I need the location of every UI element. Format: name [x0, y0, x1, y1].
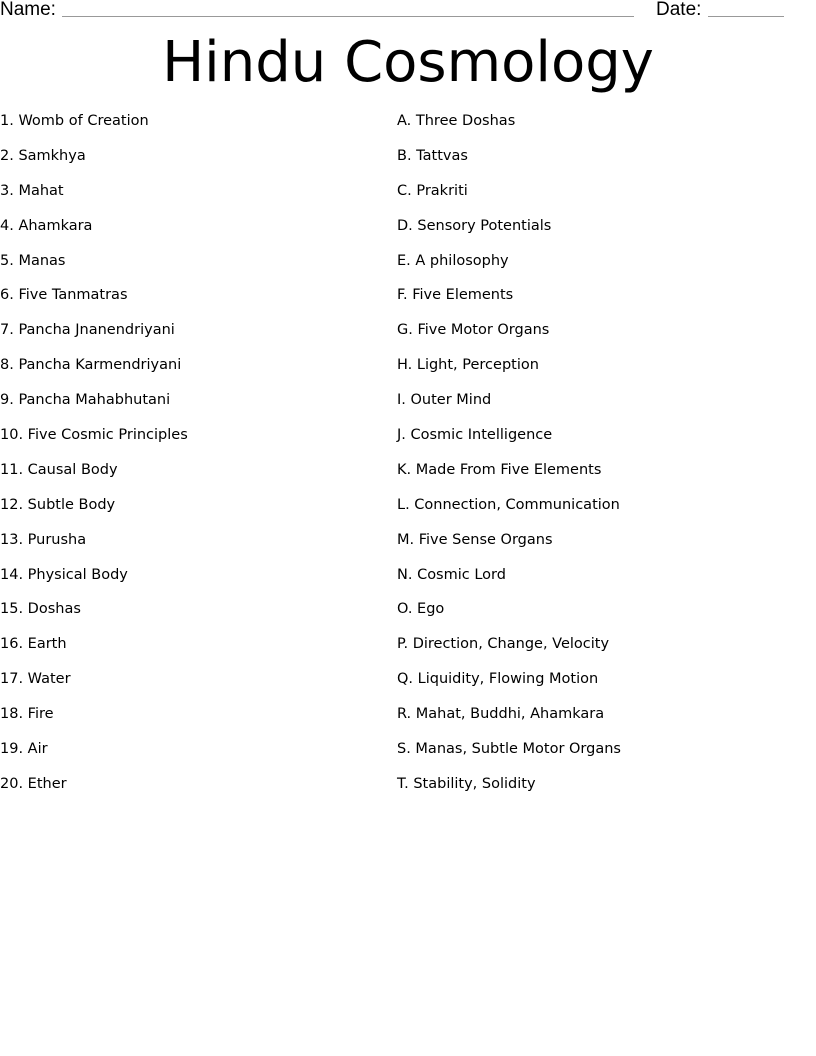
header-row [0, 0, 816, 24]
term-item: 8. Pancha Karmendriyani [0, 357, 182, 374]
term-item: 7. Pancha Jnanendriyani [0, 322, 175, 339]
term-item: 12. Subtle Body [0, 496, 116, 513]
definition-item: I. Outer Mind [397, 392, 492, 409]
definition-item: G. Five Motor Organs [397, 322, 550, 339]
definition-item: R. Mahat, Buddhi, Ahamkara [397, 706, 605, 723]
term-item: 2. Samkhya [0, 147, 86, 164]
definition-item: E. A philosophy [397, 252, 509, 269]
term-item: 18. Fire [0, 706, 54, 723]
definitions-column [397, 104, 807, 802]
term-item: 11. Causal Body [0, 461, 118, 478]
term-item: 17. Water [0, 671, 71, 688]
term-item: 14. Physical Body [0, 566, 128, 583]
definition-item: P. Direction, Change, Velocity [397, 636, 610, 653]
term-item: 19. Air [0, 741, 48, 758]
definition-item: D. Sensory Potentials [397, 217, 552, 234]
definition-item: L. Connection, Communication [397, 496, 620, 513]
name-line [62, 16, 634, 17]
terms-column [0, 104, 390, 802]
term-item: 4. Ahamkara [0, 217, 93, 234]
definition-item: J. Cosmic Intelligence [397, 427, 553, 444]
definition-item: S. Manas, Subtle Motor Organs [397, 741, 621, 758]
term-item: 10. Five Cosmic Principles [0, 427, 188, 444]
term-item: 1. Womb of Creation [0, 113, 149, 129]
definition-item: A. Three Doshas [397, 113, 516, 129]
term-item: 16. Earth [0, 636, 67, 653]
definition-item: H. Light, Perception [397, 357, 539, 374]
definition-item: Q. Liquidity, Flowing Motion [397, 671, 599, 688]
definition-item: O. Ego [397, 601, 445, 618]
term-item: 15. Doshas [0, 601, 81, 618]
term-item: 3. Mahat [0, 182, 64, 199]
definition-item: F. Five Elements [397, 287, 514, 304]
date-line [708, 16, 784, 17]
term-item: 13. Purusha [0, 531, 87, 548]
term-item: 6. Five Tanmatras [0, 287, 128, 304]
term-item: 5. Manas [0, 252, 66, 269]
name-label: Name: [0, 0, 56, 20]
definition-item: B. Tattvas [397, 147, 468, 164]
definition-item: M. Five Sense Organs [397, 531, 553, 548]
date-label: Date: [656, 0, 702, 20]
page-title: Hindu Cosmology [162, 30, 654, 95]
term-item: 9. Pancha Mahabhutani [0, 392, 171, 409]
definition-item: T. Stability, Solidity [397, 775, 536, 792]
definition-item: N. Cosmic Lord [397, 566, 506, 583]
term-item: 20. Ether [0, 775, 67, 792]
definition-item: K. Made From Five Elements [397, 461, 602, 478]
definition-item: C. Prakriti [397, 182, 468, 199]
